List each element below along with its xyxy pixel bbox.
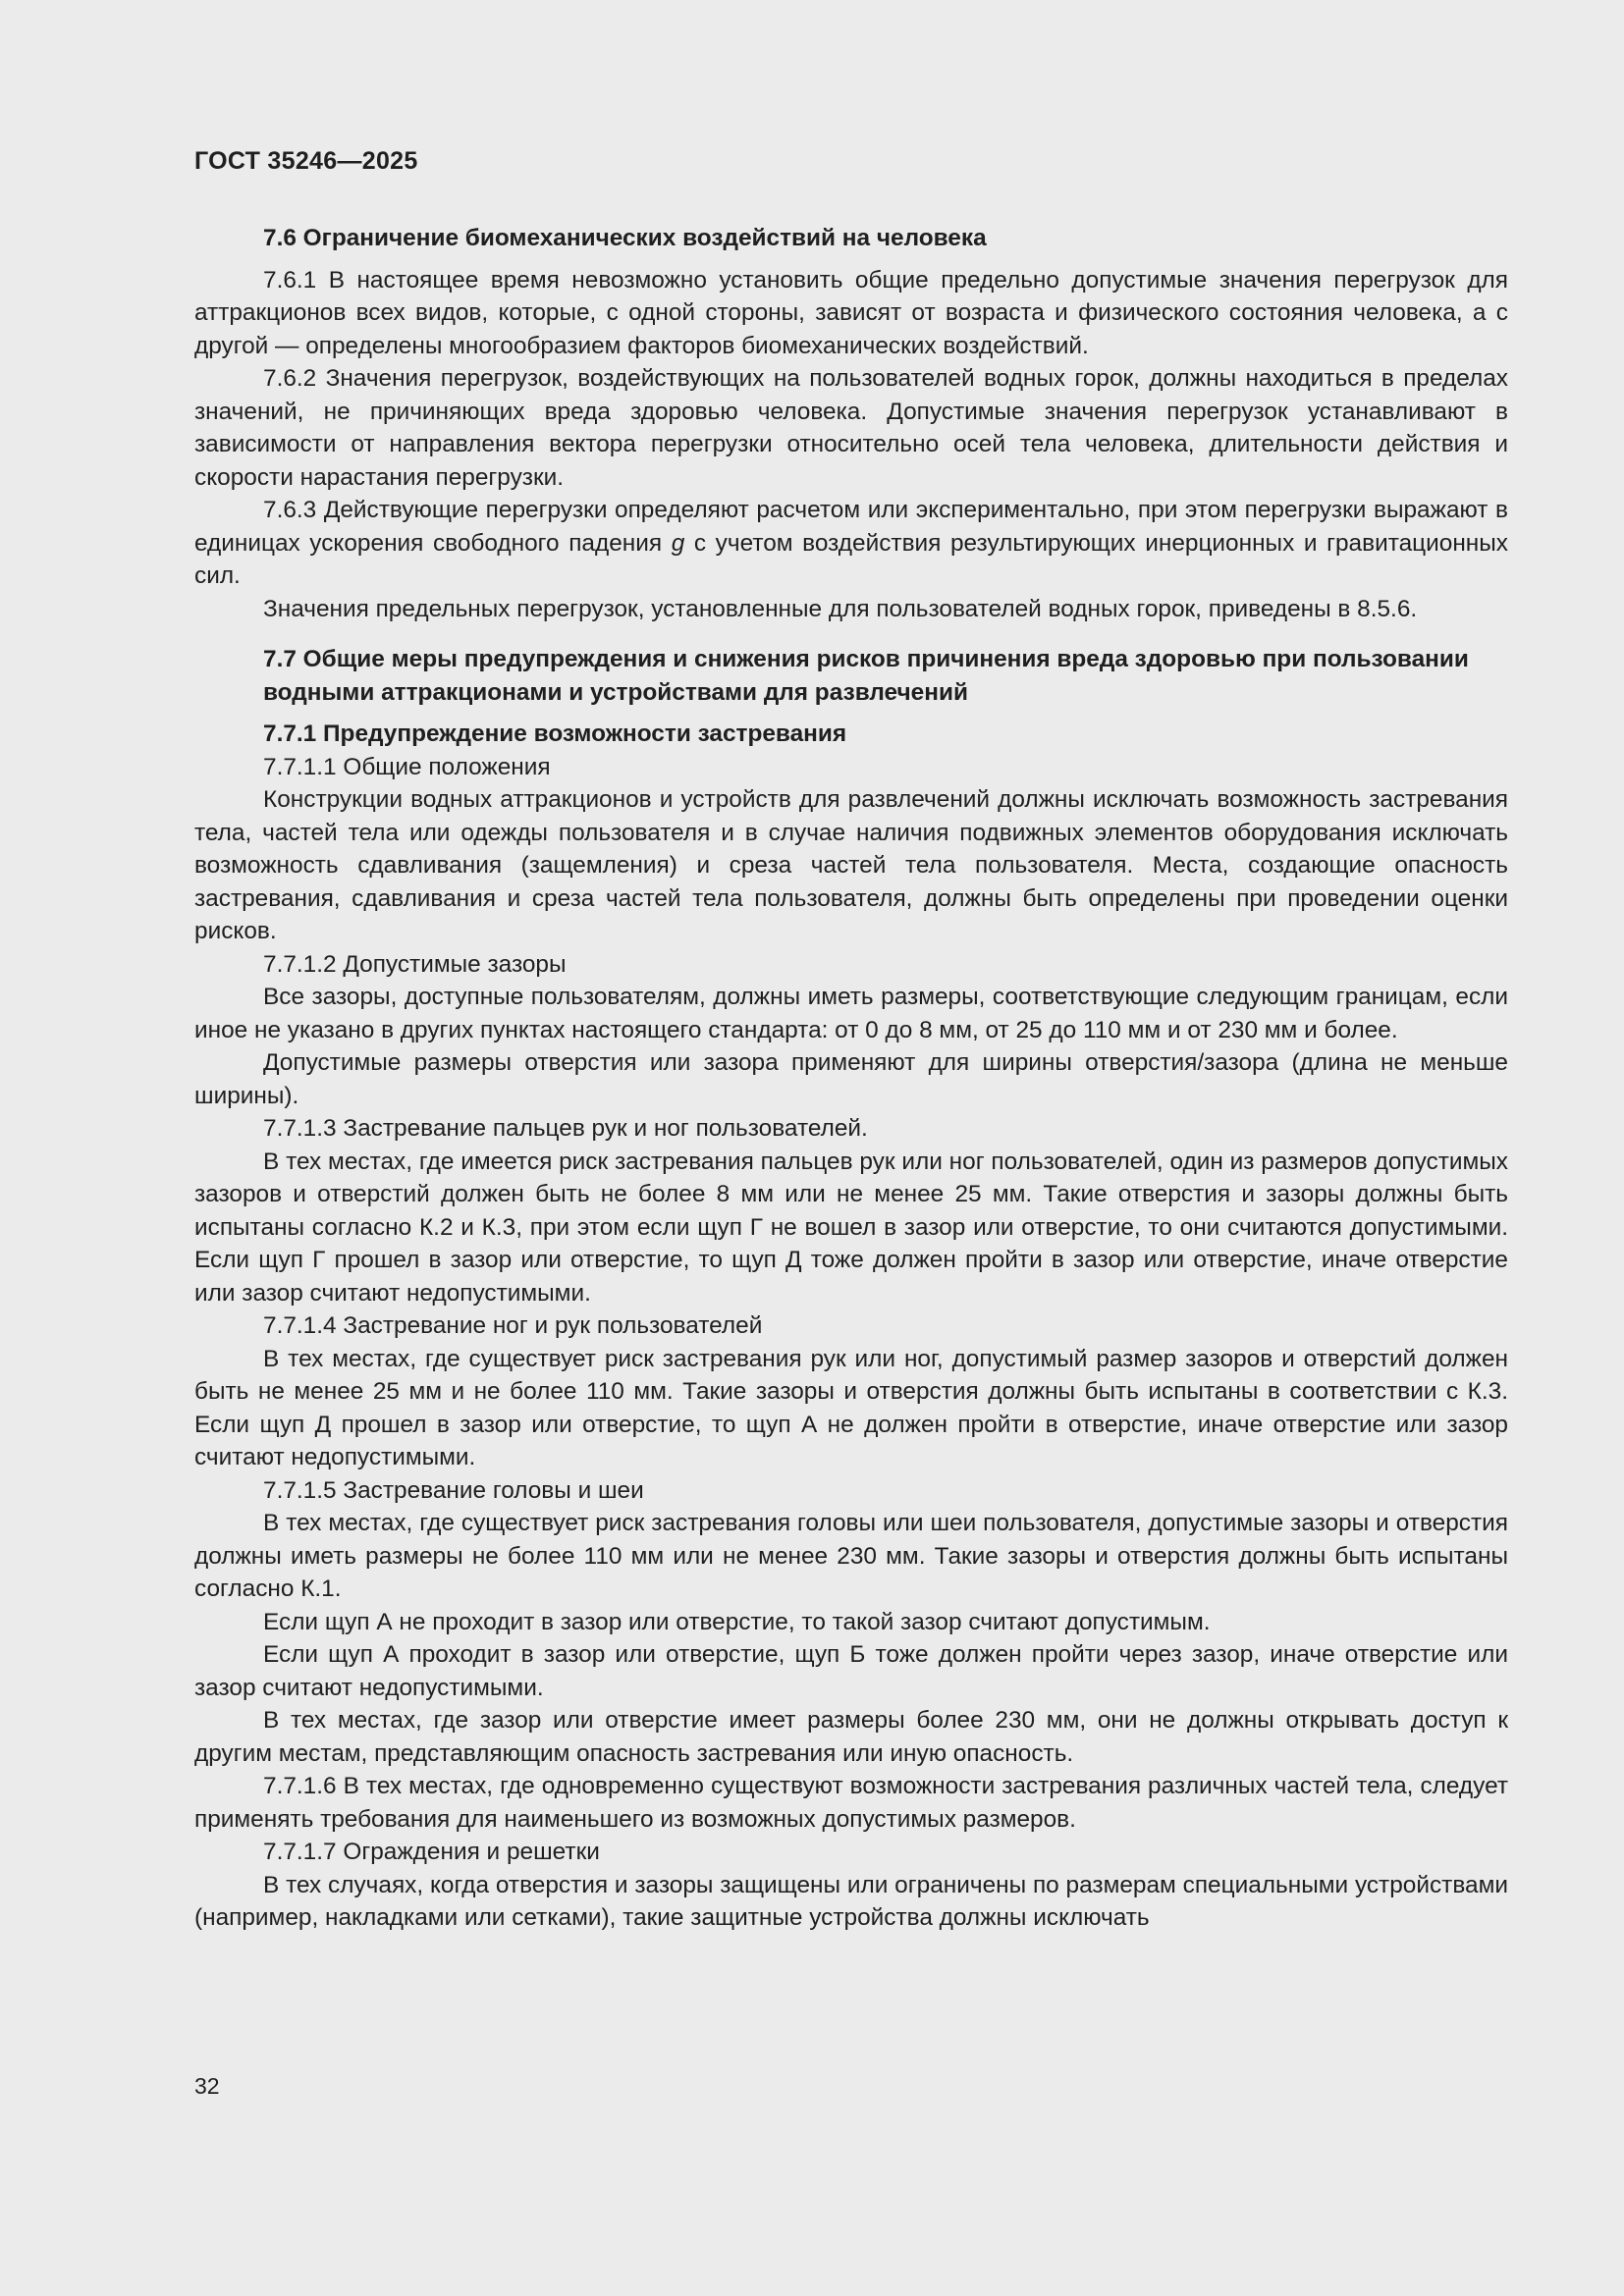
paragraph-7-7-1-5-d: В тех местах, где зазор или отверстие имеет размеры более 230 мм, они не должны открывать доступ к другим местам, представляющим опасность застревания или иную опасность. <box>194 1707 1508 1767</box>
paragraph-7-7-1-1: Конструкции водных аттракционов и устройств для развлечений должны исключать возможность застревания тела, частей тела или одежды пользователя и в случае наличия подвижных элементов оборудования исключать возможность сдавливания (защемления) и среза частей тела пользователя. Места, создающие опасность застревания, сдавливания и среза частей тела пользователя, должны быть определены при проведении оценки рисков. <box>194 786 1508 944</box>
document-body <box>194 222 1508 1935</box>
clause-heading-7-7-1-7: 7.7.1.7 Ограждения и решетки <box>263 1839 600 1865</box>
paragraph-7-7-1-2-b: Допустимые размеры отверстия или зазора применяют для ширины отверстия/зазора (длина не меньше ширины). <box>194 1049 1508 1109</box>
gravity-symbol: g <box>671 529 685 557</box>
paragraph-7-7-1-6: 7.7.1.6 В тех местах, где одновременно существуют возможности застревания различных частей тела, следует применять требования для наименьшего из возможных допустимых размеров. <box>194 1773 1508 1833</box>
paragraph-7-7-1-5-c: Если щуп А проходит в зазор или отверстие, щуп Б тоже должен пройти через зазор, иначе отверстие или зазор считают недопустимыми. <box>194 1641 1508 1701</box>
paragraph-7-6-3-text-b: с учетом воздействия результирующих инерционных и гравитационных сил. <box>194 529 1508 589</box>
paragraph-7-6-3-values: Значения предельных перегрузок, установленные для пользователей водных горок, приведены в 8.5.6. <box>263 595 1418 622</box>
paragraph-7-7-1-5-b: Если щуп А не проходит в зазор или отверстие, то такой зазор считают допустимым. <box>263 1608 1211 1635</box>
subsection-heading-7-7-1: 7.7.1 Предупреждение возможности застревания <box>263 721 847 747</box>
paragraph-7-7-1-5-a: В тех местах, где существует риск застревания головы или шеи пользователя, допустимые зазоры и отверстия должны иметь размеры не более 110 мм или не менее 230 мм. Такие зазоры и отверстия должны быть испытаны согласно К.1. <box>194 1510 1508 1602</box>
clause-heading-7-7-1-4: 7.7.1.4 Застревание ног и рук пользователей <box>263 1312 763 1339</box>
paragraph-7-6-3-text-a: 7.6.3 Действующие перегрузки определяют расчетом или экспериментально, при этом перегрузки выражают в единицах ускорения свободного падения <box>194 497 1508 557</box>
clause-heading-7-7-1-2: 7.7.1.2 Допустимые зазоры <box>263 950 567 978</box>
paragraph-7-7-1-7: В тех случаях, когда отверстия и зазоры защищены или ограничены по размерам специальными устройствами (например, накладками или сетками), такие защитные устройства должны исключать <box>194 1871 1508 1931</box>
document-header: ГОСТ 35246—2025 <box>194 147 418 175</box>
clause-heading-7-7-1-3: 7.7.1.3 Застревание пальцев рук и ног пользователей. <box>263 1115 868 1142</box>
paragraph-7-6-3 <box>194 494 1508 593</box>
paragraph-7-7-1-4: В тех местах, где существует риск застревания рук или ног, допустимый размер зазоров и отверстий должен быть не менее 25 мм и не более 110 мм. Такие зазоры и отверстия должны быть испытаны в соответствии с К.3. Если щуп Д прошел в зазор или отверстие, то щуп А не должен пройти в отверстие, иначе отверстие или зазор считают недопустимыми. <box>194 1345 1508 1470</box>
clause-heading-7-7-1-1: 7.7.1.1 Общие положения <box>263 753 551 780</box>
paragraph-7-6-2: 7.6.2 Значения перегрузок, воздействующих на пользователей водных горок, должны находиться в пределах значений, не причиняющих вреда здоровью человека. Допустимые значения перегрузок устанавливают в зависимости от направления вектора перегрузки относительно осей тела человека, длительности действия и скорости нарастания перегрузки. <box>194 365 1508 491</box>
page-number: 32 <box>194 2073 220 2099</box>
section-heading-7-7: 7.7 Общие меры предупреждения и снижения рисков причинения вреда здоровью при пользовании водными аттракционами и устройствами для развлечений <box>263 646 1469 706</box>
section-heading-7-6: 7.6 Ограничение биомеханических воздействий на человека <box>263 225 987 251</box>
clause-heading-7-7-1-5: 7.7.1.5 Застревание головы и шеи <box>263 1476 644 1504</box>
paragraph-7-7-1-3: В тех местах, где имеется риск застревания пальцев рук или ног пользователей, один из размеров допустимых зазоров и отверстий должен быть не более 8 мм или не менее 25 мм. Такие отверстия и зазоры должны быть испытаны согласно К.2 и К.3, при этом если щуп Г не вошел в зазор или отверстие, то они считаются допустимыми. Если щуп Г прошел в зазор или отверстие, то щуп Д тоже должен пройти в зазор или отверстие, иначе отверстие или зазор считают недопустимыми. <box>194 1148 1508 1307</box>
paragraph-7-6-1: 7.6.1 В настоящее время невозможно установить общие предельно допустимые значения перегрузок для аттракционов всех видов, которые, с одной стороны, зависят от возраста и физического состояния человека, а с другой — определены многообразием факторов биомеханических воздействий. <box>194 266 1508 359</box>
paragraph-7-7-1-2-a: Все зазоры, доступные пользователям, должны иметь размеры, соответствующие следующим границам, если иное не указано в других пунктах настоящего стандарта: от 0 до 8 мм, от 25 до 110 мм и от 230 мм и более. <box>194 984 1508 1043</box>
